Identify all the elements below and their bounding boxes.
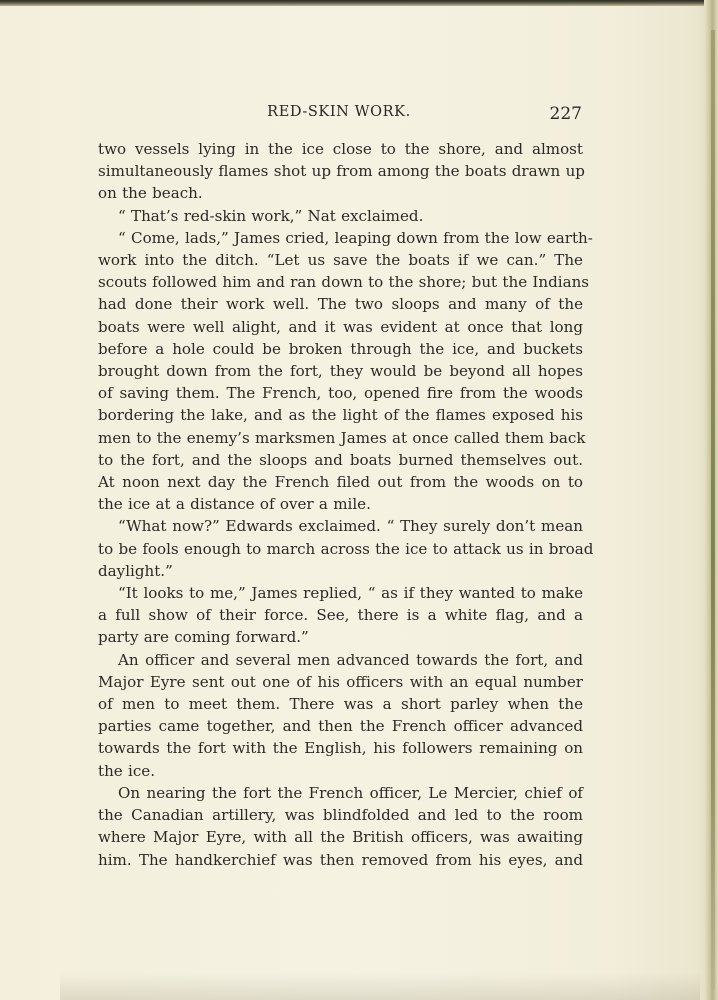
- text-line: parties came together, and then the French officer advanced: [98, 717, 583, 736]
- text-line: bordering the lake, and as the light of the flames exposed his: [98, 406, 583, 425]
- text-line: “It looks to me,” James replied, “ as if they wanted to make: [118, 584, 583, 603]
- text-line: where Major Eyre, with all the British officers, was awaiting: [98, 828, 583, 847]
- text-line: brought down from the fort, they would be beyond all hopes: [98, 362, 583, 381]
- text-line: to be fools enough to march across the ice to attack us in broad: [98, 539, 594, 558]
- text-line: the Canadian artillery, was blindfolded and led to the room: [98, 806, 583, 825]
- text-line: of saving them. The French, too, opened fire from the woods: [98, 384, 583, 403]
- text-line: Major Eyre sent out one of his officers with an equal number: [98, 672, 583, 691]
- text-line: scouts followed him and ran down to the shore; but the Indians: [98, 273, 590, 292]
- text-line: party are coming forward.”: [98, 628, 309, 647]
- text-line: work into the ditch. “Let us save the boats if we can.” The: [98, 251, 583, 270]
- text-line: the ice.: [98, 761, 156, 780]
- page-binding-band: [711, 30, 715, 990]
- text-line: “What now?” Edwards exclaimed. “ They surely don’t mean: [118, 517, 583, 536]
- text-line: of men to meet them. There was a short parley when the: [98, 695, 583, 714]
- text-line: a full show of their force. See, there is a white flag, and a: [98, 606, 583, 625]
- page-bottom-shadow: [60, 972, 700, 1000]
- text-line: towards the fort with the English, his followers remaining on: [98, 739, 583, 758]
- text-line: An officer and several men advanced towards the fort, and: [118, 650, 583, 669]
- body-text: [98, 138, 594, 871]
- text-line: On nearing the fort the French officer, Le Mercier, chief of: [118, 783, 583, 802]
- page-number: 227: [549, 104, 582, 124]
- running-head: RED-SKIN WORK.: [267, 104, 411, 120]
- text-line: simultaneously flames shot up from among the boats drawn up: [98, 162, 585, 181]
- page-header: [96, 104, 582, 126]
- text-line: men to the enemy’s marksmen James at once called them back: [98, 428, 586, 447]
- text-line: the ice at a distance of over a mile.: [98, 495, 371, 514]
- text-line: before a hole could be broken through the ice, and buckets: [98, 339, 583, 358]
- text-line: two vessels lying in the ice close to the shore, and almost: [98, 140, 583, 158]
- text-line: had done their work well. The two sloops and many of the: [98, 295, 583, 314]
- text-line: to the fort, and the sloops and boats burned themselves out.: [98, 450, 583, 469]
- text-line: on the beach.: [98, 184, 203, 203]
- text-line: boats were well alight, and it was evident at once that long: [98, 317, 583, 336]
- text-line: “ That’s red-skin work,” Nat exclaimed.: [118, 206, 424, 225]
- text-line: him. The handkerchief was then removed from his eyes, and: [98, 850, 583, 869]
- text-line: At noon next day the French filed out from the woods on to: [98, 473, 583, 492]
- text-line: “ Come, lads,” James cried, leaping down from the low earth-: [118, 228, 593, 247]
- page-top-edge: [0, 0, 718, 6]
- text-line: daylight.”: [98, 561, 173, 580]
